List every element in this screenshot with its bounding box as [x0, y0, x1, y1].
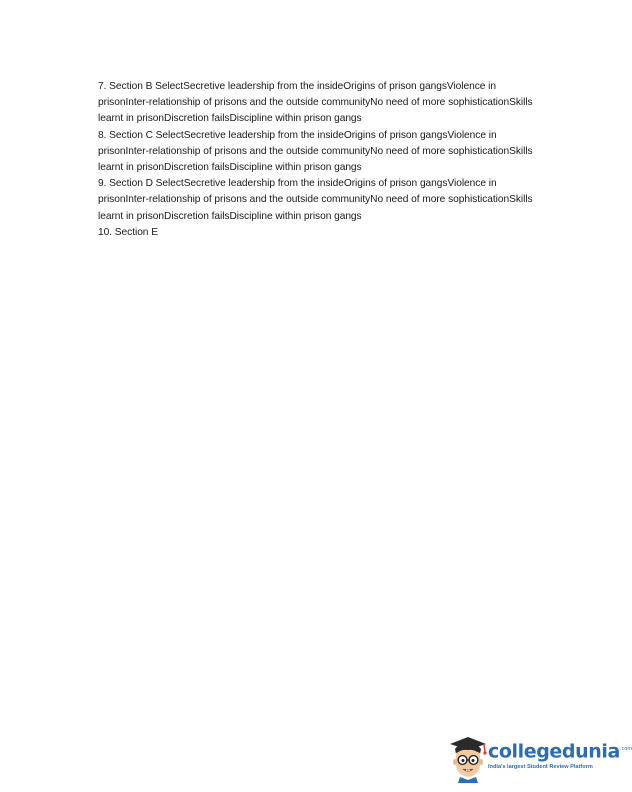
question-item-10: 10. Section E: [98, 226, 158, 238]
brand-text: [488, 739, 632, 771]
brand-suffix: .com: [619, 746, 632, 752]
student-mascot-icon: [446, 735, 490, 783]
question-item-7: 7. Section B SelectSecretive leadership from the insideOrigins of prison gangsViolence in prisonInter-relationship of prisons and the outside communityNo need of more sophisticationSkills learnt in prisonDiscretion failsDiscipline within prison gangs: [98, 81, 533, 125]
question-list: [98, 79, 538, 241]
brand-name-main: collegedunia: [488, 740, 620, 763]
collegedunia-logo: [444, 735, 632, 783]
question-item-8: 8. Section C SelectSecretive leadership from the insideOrigins of prison gangsViolence in prisonInter-relationship of prisons and the outside communityNo need of more sophisticationSkills learnt in prisonDiscretion failsDiscipline within prison gangs: [98, 129, 533, 174]
brand-tagline: India's largest Student Review Platform: [488, 764, 593, 771]
question-item-9: 9. Section D SelectSecretive leadership from the insideOrigins of prison gangsViolence in prisonInter-relationship of prisons and the outside communityNo need of more sophisticationSkills learnt in prisonDiscretion failsDiscipline within prison gangs: [98, 178, 533, 222]
brand-name: [488, 739, 632, 763]
